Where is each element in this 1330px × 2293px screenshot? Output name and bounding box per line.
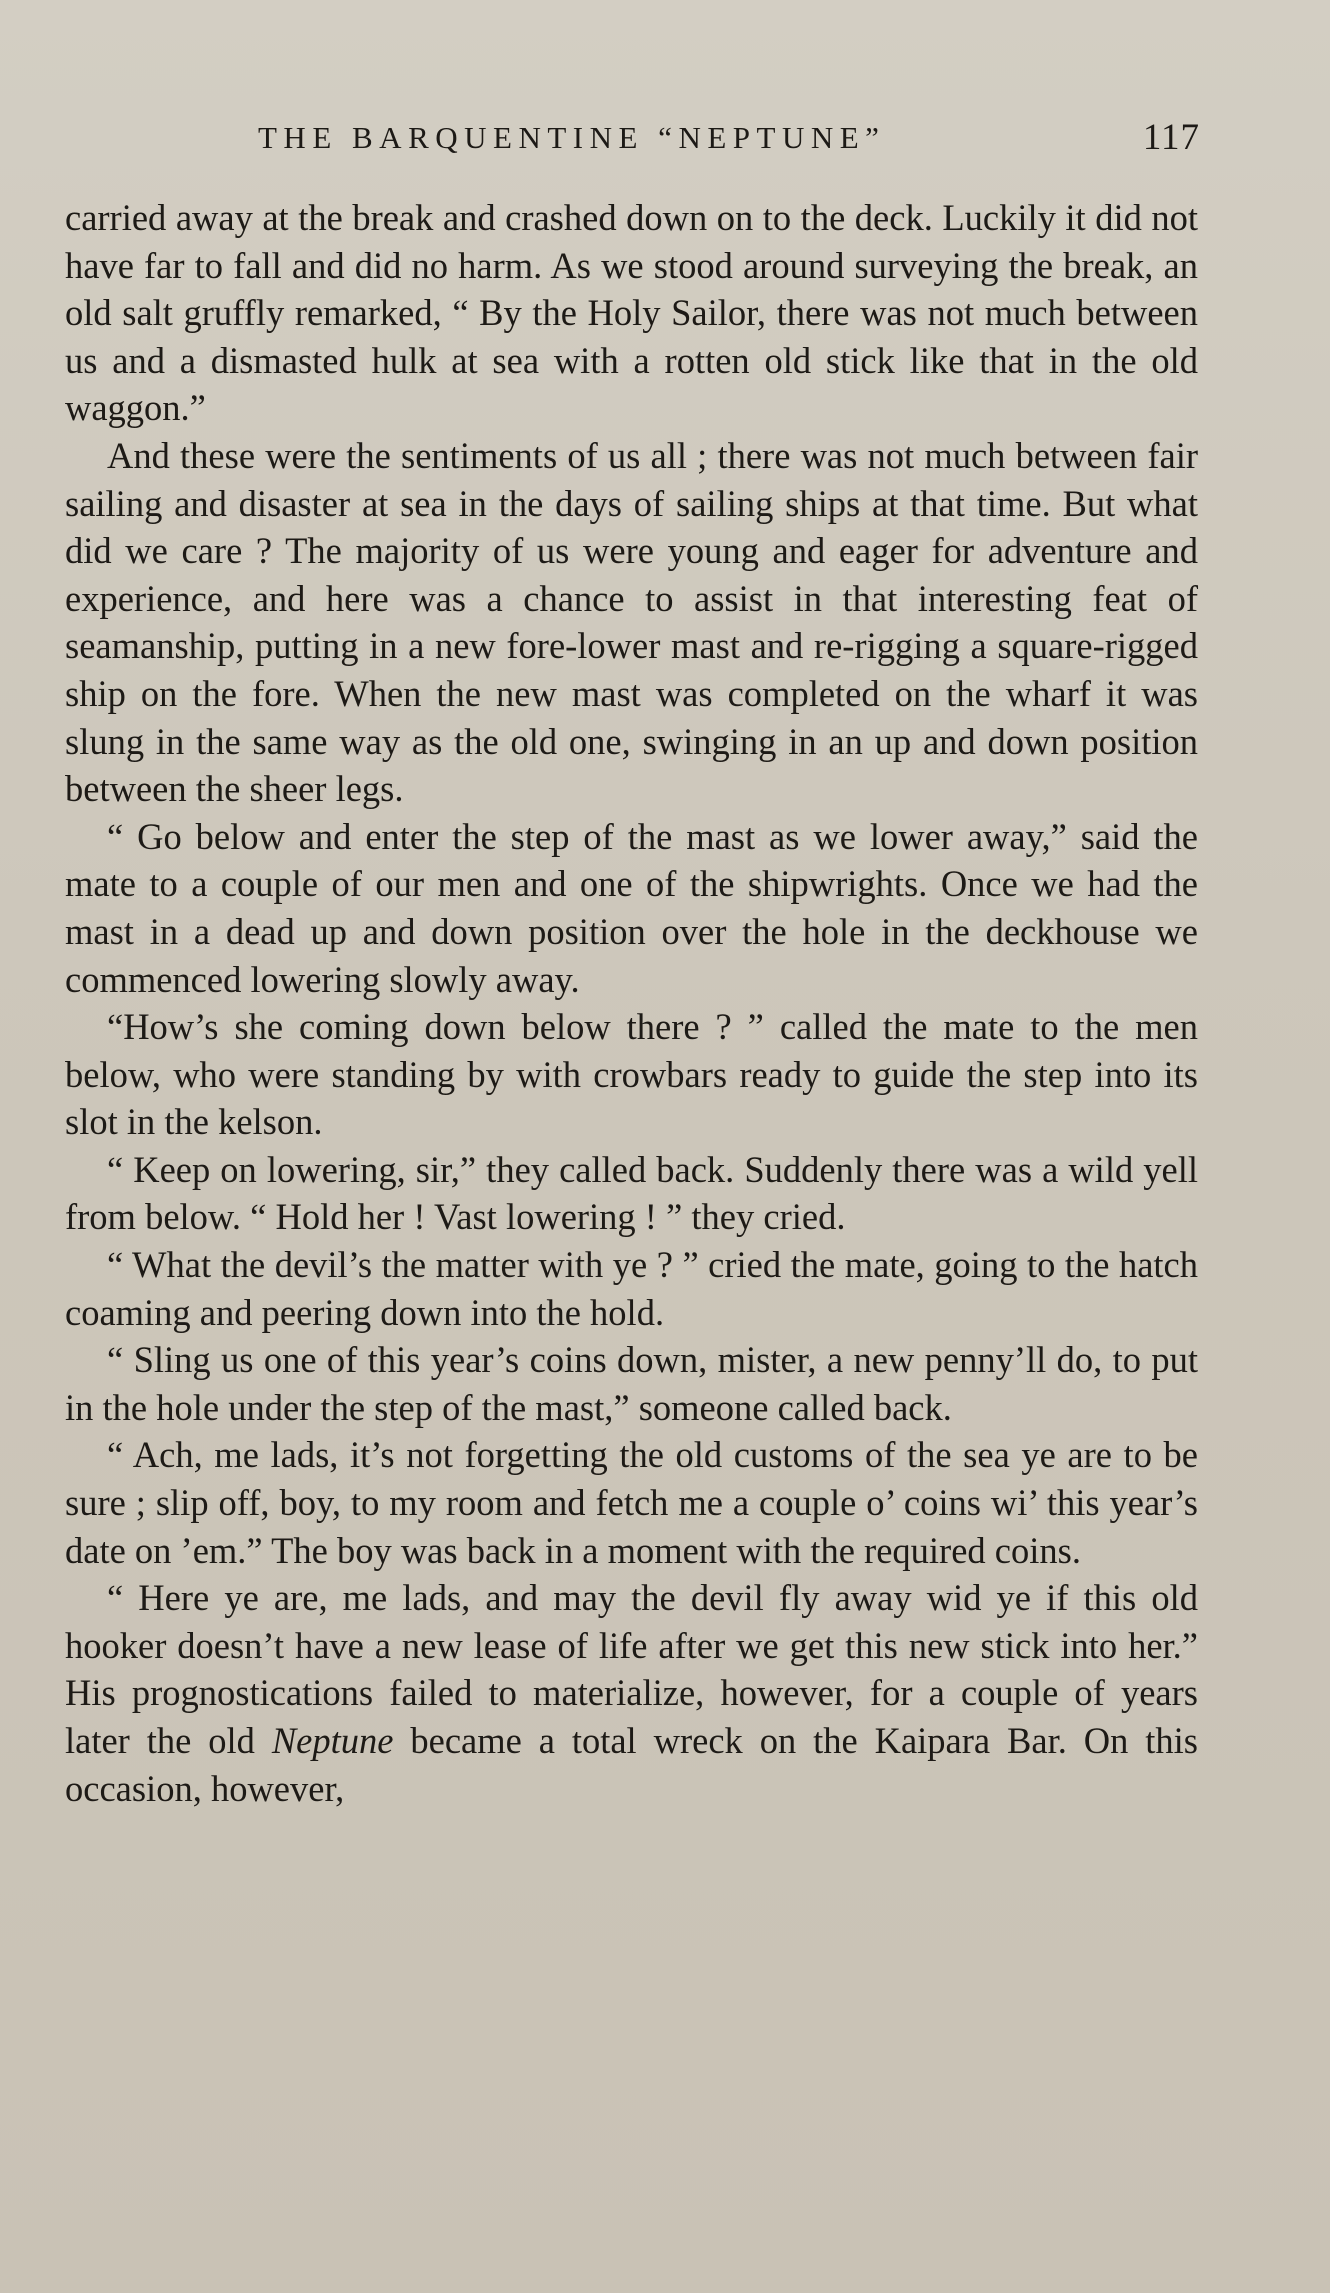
paragraph: And these were the sentiments of us all ; there was not much between fair sailing and disaster at sea in the days of sailing ships at that time. But what did we care ? The majority of us were young and eager for adventure and experience, and here was a chance to assist in that interesting feat of seamanship, putting in a new fore-lower mast and re-rigging a square-rigged ship on the fore. When the new mast was completed on the wharf it was slung in the same way as the old one, swinging in an up and down position between the sheer legs. [65, 434, 1198, 810]
paragraph: “How’s she coming down below there ? ” called the mate to the men below, who were standing by with crowbars ready to guide the step into its slot in the kelson. [65, 1006, 1198, 1143]
paragraph: “ Ach, me lads, it’s not forgetting the old customs of the sea ye are to be sure ; slip off, boy, to my room and fetch me a couple o’ coins wi’ this year’s date on ’em.” The boy was back in a moment with the required coins. [65, 1434, 1198, 1571]
running-head [60, 112, 1200, 172]
paragraph: “ Go below and enter the step of the mast as we lower away,” said the mate to a couple of our men and one of the shipwrights. Once we had the mast in a dead up and down position over the hole in the deckhouse we commenced lowering slowly away. [65, 815, 1198, 1000]
running-title: THE BARQUENTINE “NEPTUNE” [258, 120, 886, 155]
paragraph [65, 1574, 1198, 1812]
paragraph-text: “ Here ye are, me lads, and may the devil fly away wid ye if this old hooker doesn’t have a new lease of life after we get this new stick into her.” His prognostications failed to materialize, however, for a couple of years later the old [65, 1577, 1198, 1761]
paragraph-text: became a total wreck on the Kaipara Bar. On this occasion, however, [65, 1720, 1198, 1809]
body-text [65, 194, 1198, 1812]
paragraph: “ What the devil’s the matter with ye ? ” cried the mate, going to the hatch coaming and peering down into the hold. [65, 1244, 1198, 1333]
paragraph: “ Sling us one of this year’s coins down, mister, a new penny’ll do, to put in the hole under the step of the mast,” someone called back. [65, 1339, 1198, 1428]
page-number: 117 [1142, 117, 1200, 158]
paragraph: “ Keep on lowering, sir,” they called back. Suddenly there was a wild yell from below. “ Hold her ! Vast lowering ! ” they cried. [65, 1148, 1198, 1238]
paragraph: carried away at the break and crashed down on to the deck. Luckily it did not have far to fall and did no harm. As we stood around surveying the break, an old salt gruffly remarked, “ By the Holy Sailor, there was not much between us and a dismasted hulk at sea with a rotten old stick like that in the old waggon.” [65, 197, 1198, 429]
ship-name: Neptune [271, 1720, 394, 1761]
